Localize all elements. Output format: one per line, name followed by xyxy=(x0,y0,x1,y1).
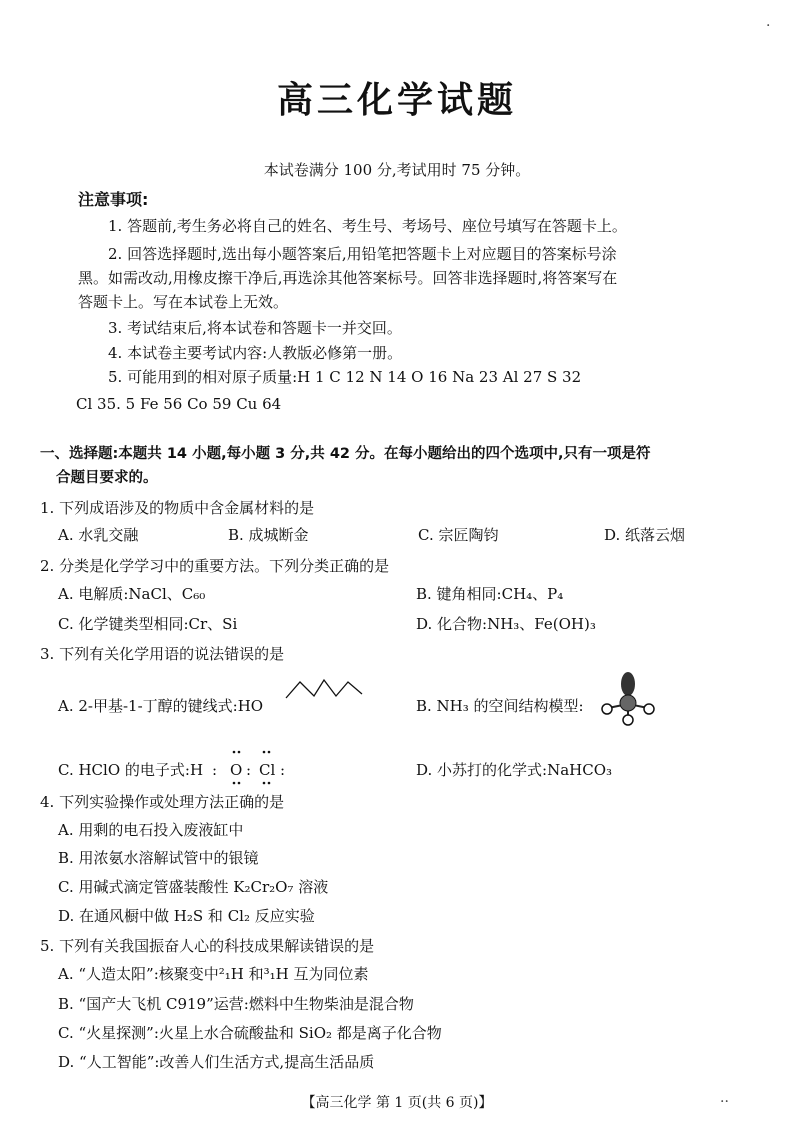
q2-option-b: B. 键角相同:CH₄、P₄ xyxy=(416,585,564,603)
q4-stem: 4. 下列实验操作或处理方法正确的是 xyxy=(40,793,285,811)
q4-option-d: D. 在通风橱中做 H₂S 和 Cl₂ 反应实验 xyxy=(58,907,315,925)
q5-option-a: A. “人造太阳”:核聚变中²₁H 和³₁H 互为同位素 xyxy=(58,965,369,983)
q2-option-d: D. 化合物:NH₃、Fe(OH)₃ xyxy=(416,615,596,633)
page-footer: 【高三化学 第 1 页(共 6 页)】 xyxy=(301,1095,493,1111)
notes-heading: 注意事项: xyxy=(78,190,149,209)
note-2c: 答题卡上。写在本试卷上无效。 xyxy=(78,293,289,311)
q3-option-d: D. 小苏打的化学式:NaHCO₃ xyxy=(416,761,613,779)
electron-dot-separator-2: : xyxy=(246,761,252,779)
nh3-ball-stick-model-icon xyxy=(598,668,660,726)
q4-option-c: C. 用碱式滴定管盛装酸性 K₂Cr₂O₇ 溶液 xyxy=(58,878,329,896)
note-2a: 2. 回答选择题时,选出每小题答案后,用铅笔把答题卡上对应题目的答案标号涂 xyxy=(108,245,617,263)
electron-pairs-icon xyxy=(226,750,282,786)
skeletal-formula-icon xyxy=(284,674,364,704)
section-heading-a: 一、选择题:本题共 14 小题,每小题 3 分,共 42 分。在每小题给出的四个选项中,只有一项是符 xyxy=(40,446,651,462)
section-heading-b: 合题目要求的。 xyxy=(56,470,158,486)
q5-option-d: D. “人工智能”:改善人们生活方式,提高生活品质 xyxy=(58,1053,375,1071)
q1-stem: 1. 下列成语涉及的物质中含金属材料的是 xyxy=(40,499,315,517)
q2-option-c: C. 化学键类型相同:Cr、Si xyxy=(58,615,238,633)
footer-mark: ·· xyxy=(720,1094,729,1110)
q3-stem: 3. 下列有关化学用语的说法错误的是 xyxy=(40,645,285,663)
electron-dot-separator: : xyxy=(212,761,218,779)
q2-stem: 2. 分类是化学学习中的重要方法。下列分类正确的是 xyxy=(40,557,390,575)
electron-dot-oxygen: O xyxy=(230,761,243,779)
note-4: 4. 本试卷主要考试内容:人教版必修第一册。 xyxy=(108,344,403,362)
q1-option-c: C. 宗匠陶钧 xyxy=(418,526,499,544)
q3-option-a: A. 2-甲基-1-丁醇的键线式:HO xyxy=(58,697,264,715)
q2-option-a: A. 电解质:NaCl、C₆₀ xyxy=(58,585,206,603)
q4-option-b: B. 用浓氨水溶解试管中的银镜 xyxy=(58,849,259,867)
exam-subtitle: 本试卷满分 100 分,考试用时 75 分钟。 xyxy=(263,161,531,179)
note-1: 1. 答题前,考生务必将自己的姓名、考生号、考场号、座位号填写在答题卡上。 xyxy=(108,217,627,235)
electron-dot-separator-3: : xyxy=(280,761,286,779)
q1-option-a: A. 水乳交融 xyxy=(58,526,139,544)
q5-stem: 5. 下列有关我国振奋人心的科技成果解读错误的是 xyxy=(40,937,375,955)
note-2b: 黑。如需改动,用橡皮擦干净后,再选涂其他答案标号。回答非选择题时,将答案写在 xyxy=(78,269,618,287)
q4-option-a: A. 用剩的电石投入废液缸中 xyxy=(58,821,244,839)
q5-option-c: C. “火星探测”:火星上水合硫酸盐和 SiO₂ 都是离子化合物 xyxy=(58,1024,442,1042)
q1-option-b: B. 成城断金 xyxy=(228,526,309,544)
q5-option-b: B. “国产大飞机 C919”运营:燃料中生物柴油是混合物 xyxy=(58,995,414,1013)
note-5b: Cl 35. 5 Fe 56 Co 59 Cu 64 xyxy=(76,395,282,413)
q3-option-c: C. HClO 的电子式:H xyxy=(58,761,204,779)
electron-dot-chlorine: Cl xyxy=(259,761,276,779)
corner-mark: · xyxy=(766,18,771,34)
page-title: 高三化学试题 xyxy=(276,80,517,121)
note-3: 3. 考试结束后,将本试卷和答题卡一并交回。 xyxy=(108,319,402,337)
q1-option-d: D. 纸落云烟 xyxy=(604,526,686,544)
q3-option-b: B. NH₃ 的空间结构模型: xyxy=(416,697,584,715)
note-5a: 5. 可能用到的相对原子质量:H 1 C 12 N 14 O 16 Na 23 Al 27 S 32 xyxy=(108,368,582,386)
